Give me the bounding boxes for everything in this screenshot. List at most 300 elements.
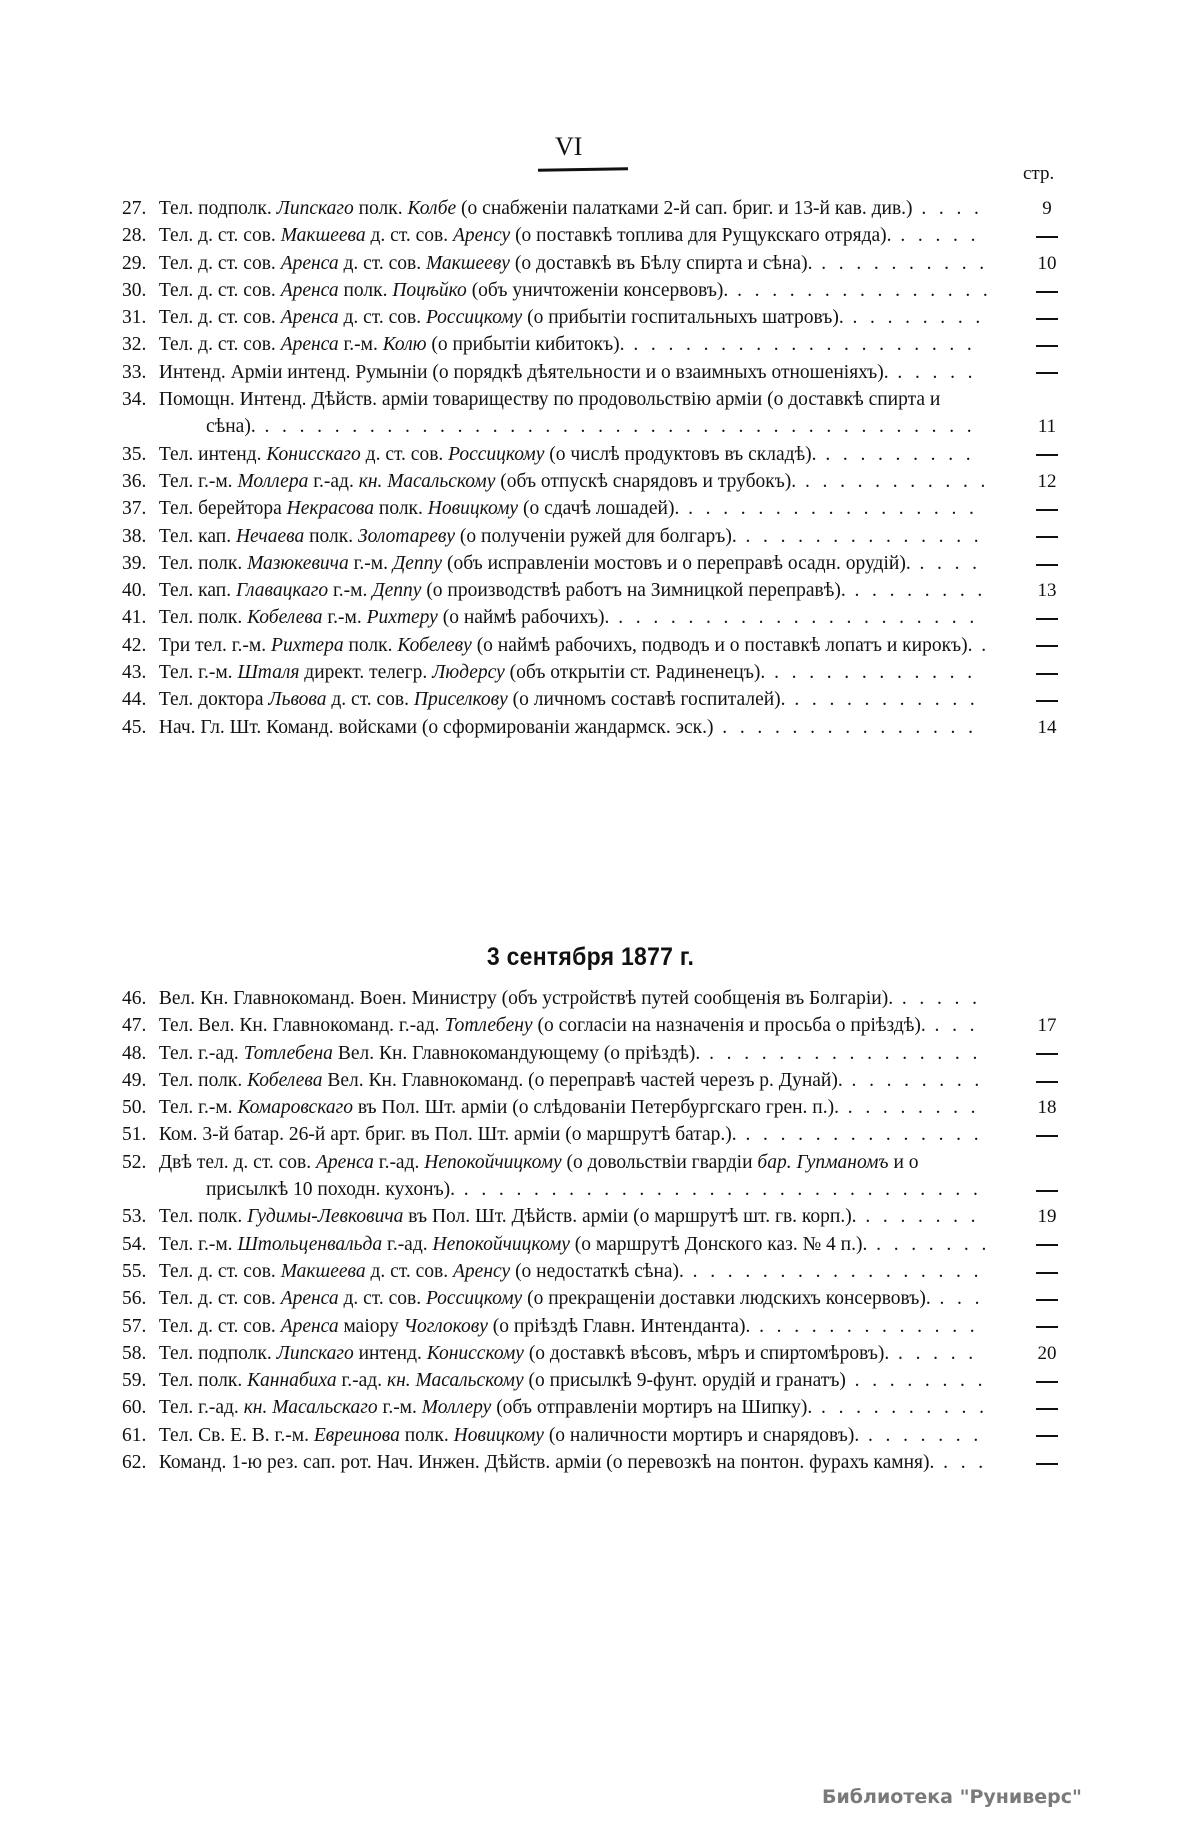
entry-number: 40. <box>122 580 147 602</box>
entry-page-reference: 13 <box>1037 580 1057 602</box>
list-item <box>122 495 992 522</box>
entry-text-segment: г.-м. <box>328 580 373 602</box>
entry-name-italic: Липскаго <box>276 1342 354 1364</box>
entry-text-segment: д. ст. сов. <box>338 252 426 274</box>
entry-text-segment: (о производствѣ работъ на Зимницкой переправѣ). <box>421 580 846 602</box>
entry-number: 57. <box>122 1315 147 1337</box>
entry-text <box>159 1261 684 1282</box>
list-item <box>122 1285 992 1312</box>
entry-text-segment: Вел. Кн. Главнокоманд. Воен. Министру (объ устройствѣ путей сообщенія въ Болгаріи). <box>158 988 894 1009</box>
entry-page-reference <box>1059 1367 1119 1394</box>
entry-text-segment: (о сдачѣ лошадей). <box>518 498 680 520</box>
entry-page-reference <box>1059 659 1119 686</box>
entry-name-italic: Россицкому <box>448 443 545 465</box>
list-item <box>122 1203 1057 1230</box>
entry-page-reference: 11 <box>1037 416 1057 438</box>
entry-name-italic: Львова <box>268 689 327 711</box>
list-item <box>122 1422 992 1449</box>
entry-text <box>159 717 714 738</box>
dot-leader: . <box>972 634 991 656</box>
entry-number: 31. <box>122 307 147 329</box>
entry-page-reference <box>1059 359 1119 386</box>
entry-name-italic: бар. Гупманомъ <box>757 1151 889 1173</box>
entry-text-segment: Тел. кап. <box>158 525 236 547</box>
entry-text-segment: (о наличности мортиръ и снарядовъ). <box>543 1424 860 1446</box>
dot-leader: . . . . . . . . . . . . . . . . . . . . . <box>609 607 979 629</box>
entry-text-segment: д. ст. сов. <box>326 689 414 711</box>
list-item <box>122 577 1057 604</box>
entry-text <box>159 1316 750 1337</box>
entry-text-segment: Тел. д. ст. сов. <box>158 279 281 301</box>
entry-page-reference: 20 <box>1037 1342 1057 1364</box>
entry-text-segment: Три тел. г.-м. <box>158 634 272 656</box>
list-item <box>122 550 992 577</box>
entry-page-reference <box>1059 304 1119 331</box>
list-item <box>122 222 992 249</box>
entry-text <box>159 689 786 710</box>
entry-name-italic: Макшееву <box>425 252 510 274</box>
entry-text-segment: (о прибытіи госпитальныхъ шатровъ). <box>522 307 844 329</box>
list-item <box>122 441 992 468</box>
entry-name-italic: Новицкому <box>453 1424 544 1446</box>
entry-text-segment: Тел. г.-м. <box>158 470 238 492</box>
entry-text <box>159 607 610 628</box>
entry-text <box>159 362 889 383</box>
dot-leader: . . . . . . . . . . . . . . . . . . . . <box>624 334 976 356</box>
entry-text <box>159 662 765 683</box>
entry-name-italic: Аренса <box>280 252 339 274</box>
entry-name-italic: кн. Масальскому <box>358 470 496 492</box>
entry-name-italic: Каннабиха <box>247 1370 337 1392</box>
list-item <box>122 714 1057 741</box>
entry-number: 46. <box>122 988 147 1009</box>
entry-name-italic: Россицкому <box>425 1288 523 1310</box>
entry-name-italic: Тотлебену <box>444 1015 533 1037</box>
entry-name-italic: Шталя <box>237 662 300 684</box>
entry-text <box>159 1097 839 1118</box>
entry-text-segment: въ Пол. Шт. арміи (о слѣдованіи Петербургскаго грен. п.). <box>352 1097 839 1119</box>
entry-name-italic: Колбе <box>407 198 457 219</box>
list-item <box>122 659 992 686</box>
entry-text-segment: г.-м. <box>338 334 383 356</box>
entry-number: 30. <box>122 279 147 301</box>
entry-text <box>159 1015 926 1036</box>
entry-page-reference <box>1059 632 1119 659</box>
entry-name-italic: Аренса <box>280 1288 339 1310</box>
entry-text <box>159 988 893 1009</box>
entry-text-segment: (объ открытіи ст. Радиненецъ). <box>504 662 766 684</box>
dot-leader: . . . <box>934 1452 988 1474</box>
dot-leader: . . . . . . . . . . . . . . <box>736 525 983 547</box>
entry-text-segment: полк. <box>374 498 428 520</box>
dot-leader: . . . <box>925 1015 979 1037</box>
dot-leader: . . . . . . . . . . . . . . . . . <box>683 1260 983 1282</box>
entry-number: 56. <box>122 1288 147 1310</box>
entry-name-italic: Тотлебена <box>243 1042 333 1064</box>
entry-name-italic: Деппу <box>392 552 443 574</box>
entry-number: 45. <box>122 716 147 738</box>
entry-name-italic: Кобелеву <box>397 634 472 656</box>
entry-text-segment: Тел. подполк. <box>158 198 277 219</box>
entry-text <box>159 444 817 465</box>
dot-leader: . . . . . . . . . . . . . . . <box>713 716 977 738</box>
entry-page-reference: 19 <box>1037 1206 1057 1228</box>
entry-name-italic: Кобелева <box>247 1069 323 1091</box>
list-item <box>122 1367 992 1394</box>
entry-text-segment: Тел. кап. <box>158 580 236 602</box>
dot-leader: . . . . . . . . . . . . . . . <box>728 279 992 301</box>
entry-number: 58. <box>122 1342 147 1364</box>
entry-text-segment: (объ уничтоженіи консервовъ). <box>466 279 729 301</box>
entry-text-segment: Тел. полк. <box>158 1069 248 1091</box>
dot-leader: . . . . . . . . . . . . . <box>750 1315 979 1337</box>
entry-text <box>159 307 844 328</box>
entry-number: 28. <box>122 225 147 247</box>
dot-leader: . . . . . . . . <box>839 1097 980 1119</box>
entry-name-italic: Евреинова <box>313 1424 400 1446</box>
entry-name-italic: Комаровскаго <box>237 1097 353 1119</box>
entry-page-reference <box>1059 1394 1119 1421</box>
entry-page-reference <box>1059 277 1119 304</box>
dot-leader: . . . . . . . . . . . <box>785 689 979 711</box>
entry-text-segment: Тел. полк. <box>158 1370 248 1392</box>
entry-text-segment: Тел. д. ст. сов. <box>158 1315 281 1337</box>
list-item <box>122 632 992 659</box>
entry-text-segment: Ком. 3-й батар. 26-й арт. бриг. въ Пол. Шт. арміи (о маршрутѣ батар.). <box>158 1124 737 1146</box>
entry-page-reference <box>1059 331 1119 358</box>
list-item <box>122 1094 1057 1121</box>
dot-leader: . . . . . . . . <box>845 580 987 602</box>
entry-number: 39. <box>122 552 147 574</box>
entry-page-reference <box>1059 550 1119 577</box>
entry-text-segment: (объ отпускѣ снарядовъ и трубокъ). <box>495 470 797 492</box>
entry-text <box>159 580 846 601</box>
entry-name-italic: Макшеева <box>280 225 366 247</box>
entry-name-italic: Непокойчицкому <box>432 1233 570 1255</box>
entry-page-reference <box>1059 1121 1119 1148</box>
list-item <box>122 1149 992 1204</box>
entry-page-reference <box>1059 1040 1119 1067</box>
entry-text-segment: (о числѣ продуктовъ въ складѣ). <box>544 443 817 465</box>
list-item <box>122 331 992 358</box>
entry-text-segment: (о прибытіи кибитокъ). <box>426 334 625 356</box>
entry-name-italic: Макшеева <box>280 1260 366 1282</box>
entry-name-italic: Приселкову <box>413 689 508 711</box>
page-column-header: стр. <box>1023 163 1055 184</box>
entry-number: 27. <box>122 198 147 219</box>
entry-text-segment: и о присылкѣ 10 походн. кухонъ). <box>206 1151 919 1201</box>
dot-leader: . . . . . . . . . . <box>812 1397 988 1419</box>
dot-leader: . . . . . <box>889 1342 978 1364</box>
list-item <box>122 1012 1057 1039</box>
entry-page-reference <box>1059 1285 1119 1312</box>
entry-number: 43. <box>122 662 147 684</box>
list-item <box>122 604 992 631</box>
list-item <box>122 1258 992 1285</box>
section-heading: 3 сентября 1877 г. <box>486 943 695 971</box>
entry-name-italic: Аренсу <box>453 225 511 247</box>
entry-page-reference <box>1059 523 1119 550</box>
list-item <box>122 359 992 386</box>
entry-text <box>159 635 973 656</box>
entry-name-italic: Некрасова <box>286 498 375 520</box>
entry-number: 50. <box>122 1097 147 1119</box>
entry-text-segment: Тел. г.-ад. <box>158 1397 244 1419</box>
list-item <box>122 304 992 331</box>
entry-text-segment: Тел. доктора <box>158 689 269 711</box>
entry-text-segment: (о поставкѣ топлива для Рущукскаго отряда). <box>510 225 892 247</box>
entry-text-segment: (о личномъ составѣ госпиталей). <box>507 689 786 711</box>
entry-text-segment: (объ отправленіи мортиръ на Шипку). <box>491 1397 813 1419</box>
entry-text-segment: (о наймѣ рабочихъ). <box>437 607 610 629</box>
entry-text-segment: (о доставкѣ въ Бѣлу спирта и сѣна). <box>509 252 813 274</box>
entry-text <box>159 253 813 274</box>
entry-text-segment: Тел. д. ст. сов. <box>158 334 281 356</box>
entry-text-segment: Вел. Кн. Главнокоманд. (о переправѣ частей черезъ р. Дунай). <box>322 1069 843 1091</box>
entry-name-italic: Непокойчицкому <box>424 1151 562 1173</box>
entry-name-italic: Кобелева <box>247 607 323 629</box>
entry-name-italic: Россицкому <box>425 307 523 329</box>
page-number-rule <box>538 167 628 172</box>
dot-leader: . . . <box>930 1288 984 1310</box>
entry-page-reference: 12 <box>1037 470 1057 492</box>
entry-text <box>159 1070 843 1091</box>
entry-number: 55. <box>122 1260 147 1282</box>
entry-text-segment: г.-м. <box>348 552 393 574</box>
entry-name-italic: Штольценвальда <box>237 1233 383 1255</box>
entry-text-segment: полк. <box>343 634 398 656</box>
entry-name-italic: Моллера <box>237 470 309 492</box>
entry-text-segment: полк. <box>338 279 393 301</box>
entry-text-segment: д. ст. сов. <box>365 1260 454 1282</box>
entry-text-segment: г.-ад. <box>373 1151 425 1173</box>
entry-text-segment: Нач. Гл. Шт. Команд. войсками (о сформированіи жандармск. эск.) <box>158 716 714 738</box>
entry-name-italic: Конисскаго <box>266 443 361 465</box>
list-item <box>122 250 1057 277</box>
entry-text-segment: Тел. подполк. <box>158 1342 277 1364</box>
library-watermark: Библиотека "Руниверс" <box>822 1786 1082 1808</box>
entry-number: 54. <box>122 1233 147 1255</box>
entry-name-italic: Нечаева <box>235 525 305 547</box>
entry-text <box>159 1370 846 1391</box>
entry-name-italic: Гудимы-Левковича <box>247 1206 404 1228</box>
dot-leader: . . . . . . . <box>859 1424 983 1446</box>
entry-text-segment: (объ исправленіи мостовъ и о переправѣ осадн. орудій). <box>442 552 911 574</box>
entry-text-segment: д. ст. сов. <box>360 443 449 465</box>
entry-number: 35. <box>122 443 147 465</box>
entry-text-segment: Тел. д. ст. сов. <box>158 1288 281 1310</box>
entry-name-italic: Новицкому <box>427 498 519 520</box>
entry-number: 51. <box>122 1124 147 1146</box>
entry-text-segment: маіору <box>338 1315 404 1337</box>
dot-leader: . . . . . . . . . . . . . . . . <box>700 1042 982 1064</box>
entry-name-italic: Аренса <box>280 279 339 301</box>
entry-text-segment: Тел. полк. <box>158 552 248 574</box>
entry-number: 38. <box>122 525 147 547</box>
list-item <box>122 1394 992 1421</box>
entry-number: 49. <box>122 1069 147 1091</box>
entry-text <box>159 471 796 492</box>
list-item <box>122 1121 992 1148</box>
entry-number: 33. <box>122 361 147 383</box>
entry-page-reference <box>1059 1422 1119 1449</box>
entry-text <box>159 1206 857 1227</box>
entry-text-segment: (о полученіи ружей для болгаръ). <box>455 525 737 547</box>
entry-name-italic: Аренса <box>316 1151 374 1173</box>
entry-text-segment: Вел. Кн. Главнокомандующему (о пріѣздѣ). <box>332 1042 701 1064</box>
entry-text-segment: Помощн. Интенд. Дѣйств. арміи товариществу по продовольствію арміи (о доставкѣ спирта и сѣна). <box>158 389 941 438</box>
entry-text-segment: полк. <box>304 525 358 547</box>
entry-text-segment: (о довольствіи гвардіи <box>561 1151 758 1173</box>
dot-leader: . . . . <box>910 552 981 574</box>
entry-number: 52. <box>122 1151 147 1173</box>
entry-text-segment: въ Пол. Шт. Дѣйств. арміи (о маршрутѣ шт. гв. корп.). <box>403 1206 857 1228</box>
entry-text <box>159 1397 812 1418</box>
entry-text-segment: (о присылкѣ 9-фунт. орудій и гранатъ) <box>523 1370 846 1392</box>
entry-page-reference: 9 <box>1042 198 1052 219</box>
entry-text-segment: (о доставкѣ вѣсовъ, мѣръ и спиртомѣровъ). <box>523 1342 890 1364</box>
entry-text-segment: д. ст. сов. <box>365 225 454 247</box>
entry-text-segment: Тел. полк. <box>158 1206 248 1228</box>
entry-number: 37. <box>122 498 147 520</box>
entry-page-reference <box>1059 1176 1119 1203</box>
entry-page-reference <box>1059 686 1119 713</box>
entry-text-segment: Тел. полк. <box>158 607 248 629</box>
entry-text <box>159 1343 889 1364</box>
entry-page-reference <box>1059 604 1119 631</box>
dot-leader: . . . . . . . . <box>842 1069 984 1091</box>
entry-name-italic: Аренса <box>280 334 339 356</box>
entry-text-segment: Тел. г.-м. <box>158 1097 238 1119</box>
list-item <box>122 195 1052 222</box>
entry-text <box>159 1425 859 1446</box>
entry-text-segment: Тел. д. ст. сов. <box>158 1260 281 1282</box>
entry-text-segment: г.-ад. <box>308 470 359 492</box>
list-item <box>122 686 992 713</box>
page-number: VI <box>555 132 583 161</box>
entry-text-segment: д. ст. сов. <box>338 1288 426 1310</box>
dot-leader: . . . . . . . <box>856 1206 980 1228</box>
entry-page-reference <box>1059 1067 1119 1094</box>
entry-text <box>159 225 892 246</box>
entry-text <box>159 1288 931 1309</box>
entry-page-reference: 14 <box>1037 716 1057 738</box>
list-item <box>122 1449 992 1476</box>
entry-text-segment: г.-м. <box>322 607 367 629</box>
entry-text-segment: (о пріѣздѣ Главн. Интенданта). <box>487 1315 751 1337</box>
dot-leader: . . . . . . . . . . . . <box>765 662 976 684</box>
entry-number: 36. <box>122 470 147 492</box>
entry-text <box>159 1452 935 1473</box>
entry-name-italic: Главацкаго <box>235 580 329 602</box>
entry-name-italic: Золотареву <box>358 525 456 547</box>
entry-page-reference <box>1059 441 1119 468</box>
entry-text <box>159 553 911 574</box>
dot-leader: . . . . . <box>888 361 977 383</box>
entry-page-reference: 17 <box>1037 1015 1057 1037</box>
entry-text-segment: Тел. интенд. <box>158 443 267 465</box>
entry-text-segment: полк. <box>353 198 408 219</box>
entry-page-reference <box>1059 1449 1119 1476</box>
entry-text-segment: Тел. г.-м. <box>158 662 238 684</box>
entry-number: 60. <box>122 1397 147 1419</box>
entry-text <box>159 526 737 547</box>
entries-list-after <box>122 985 1057 1476</box>
entry-text-segment: г.-ад. <box>336 1370 387 1392</box>
entry-number: 48. <box>122 1042 147 1064</box>
dot-leader: . . . . . <box>893 988 981 1009</box>
entry-number: 32. <box>122 334 147 356</box>
dot-leader: . . . . . . . . . <box>816 443 975 465</box>
entry-text-segment: Тел. д. ст. сов. <box>158 307 281 329</box>
list-item <box>122 523 992 550</box>
entry-number: 62. <box>122 1452 147 1474</box>
entry-text-segment: (о согласіи на назначенія и просьба о пріѣздѣ). <box>532 1015 926 1037</box>
entry-text <box>159 1043 700 1064</box>
entry-name-italic: Поцѣйко <box>392 279 467 301</box>
entry-page-reference <box>1059 1258 1119 1285</box>
dot-leader: . . . . . . . . . . <box>812 252 989 274</box>
list-item <box>122 1340 1057 1367</box>
entry-page-reference <box>1059 1231 1119 1258</box>
entry-text-segment: Тел. д. ст. сов. <box>158 225 281 247</box>
entry-name-italic: Рихтера <box>271 634 344 656</box>
entry-page-reference <box>1059 222 1119 249</box>
entry-text <box>159 1234 867 1255</box>
entry-page-reference <box>1059 495 1119 522</box>
dot-leader: . . . . <box>912 198 983 219</box>
entry-text-segment: Интенд. Арміи интенд. Румыніи (о порядкѣ дѣятельности и о взаимныхъ отношеніяхъ). <box>158 361 889 383</box>
entry-page-reference: 10 <box>1037 252 1057 274</box>
entry-text-segment: г.-ад. <box>382 1233 433 1255</box>
entry-name-italic: Конисскому <box>426 1342 524 1364</box>
entry-name-italic: Рихтеру <box>366 607 438 629</box>
entry-text-segment: Команд. 1-ю рез. сап. рот. Нач. Инжен. Дѣйств. арміи (о перевозкѣ на понтон. фурахъ камня). <box>158 1452 935 1474</box>
entry-number: 61. <box>122 1424 147 1446</box>
entry-text <box>159 498 679 519</box>
entry-text-segment: Двѣ тел. д. ст. сов. <box>158 1151 316 1173</box>
dot-leader: . . . . . . . . . . . . . . . . . <box>679 498 978 520</box>
entry-text <box>159 198 913 219</box>
entry-name-italic: Липскаго <box>276 198 354 219</box>
entry-number: 41. <box>122 607 147 629</box>
entry-name-italic: кн. Масальскому <box>386 1370 524 1392</box>
entry-text <box>159 1124 737 1145</box>
list-item <box>122 386 1057 441</box>
entry-name-italic: Аренса <box>280 1315 339 1337</box>
dot-leader: . . . . . . . . . . . . . . . . . . . . . . . . . . . . . . . . . . . . . . . . . <box>255 416 976 438</box>
dot-leader: . . . . . . . . . . . . . . <box>736 1124 983 1146</box>
entry-text-segment: Тел. д. ст. сов. <box>158 252 281 274</box>
dot-leader: . . . . . . . . <box>845 1370 987 1392</box>
entry-number: 34. <box>122 389 147 411</box>
list-item <box>122 1231 992 1258</box>
entry-name-italic: Деппу <box>372 580 422 602</box>
entry-text-segment: г.-м. <box>377 1397 422 1419</box>
entry-number: 59. <box>122 1370 147 1392</box>
entry-text-segment: директ. телегр. <box>299 662 433 684</box>
entry-text-segment: Тел. Вел. Кн. Главнокоманд. г.-ад. <box>158 1015 445 1037</box>
entry-name-italic: Моллеру <box>421 1397 492 1419</box>
entry-number: 42. <box>122 634 147 656</box>
entry-text <box>159 334 625 355</box>
dot-leader: . . . . . . . <box>867 1233 991 1255</box>
entry-text-segment: (о недостаткѣ сѣна). <box>510 1260 684 1282</box>
entry-number: 29. <box>122 252 147 274</box>
list-item <box>122 1067 992 1094</box>
list-item <box>122 1313 992 1340</box>
entry-text-segment: (о прекращеніи доставки людскихъ консервовъ). <box>522 1288 931 1310</box>
